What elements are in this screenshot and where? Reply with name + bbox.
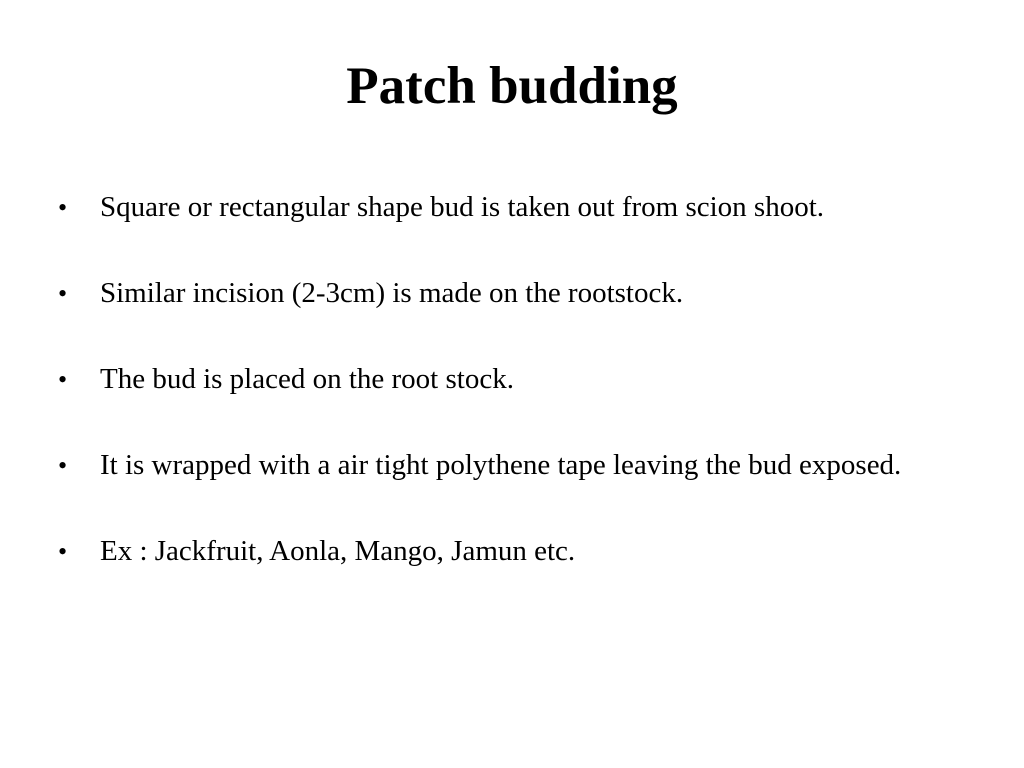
bullet-marker: • <box>58 365 68 394</box>
bullet-text: Ex : Jackfruit, Aonla, Mango, Jamun etc. <box>100 535 576 567</box>
bullet-marker: • <box>58 193 68 222</box>
bullet-text: Square or rectangular shape bud is taken out from scion shoot. <box>100 191 825 223</box>
bullet-list <box>55 186 965 598</box>
bullet-item-1 <box>55 168 965 247</box>
bullet-text: Similar incision (2-3cm) is made on the rootstock. <box>100 277 684 309</box>
bullet-marker: • <box>58 537 68 566</box>
bullet-text: It is wrapped with a air tight polythene tape leaving the bud exposed. <box>100 449 902 481</box>
slide-title: Patch budding <box>346 57 678 115</box>
bullet-marker: • <box>58 279 68 308</box>
bullet-item-3 <box>55 340 965 419</box>
bullet-item-2 <box>55 254 965 333</box>
bullet-text: The bud is placed on the root stock. <box>100 363 514 395</box>
bullet-marker: • <box>58 451 68 480</box>
bullet-item-4 <box>55 426 965 505</box>
bullet-item-5 <box>55 512 965 591</box>
